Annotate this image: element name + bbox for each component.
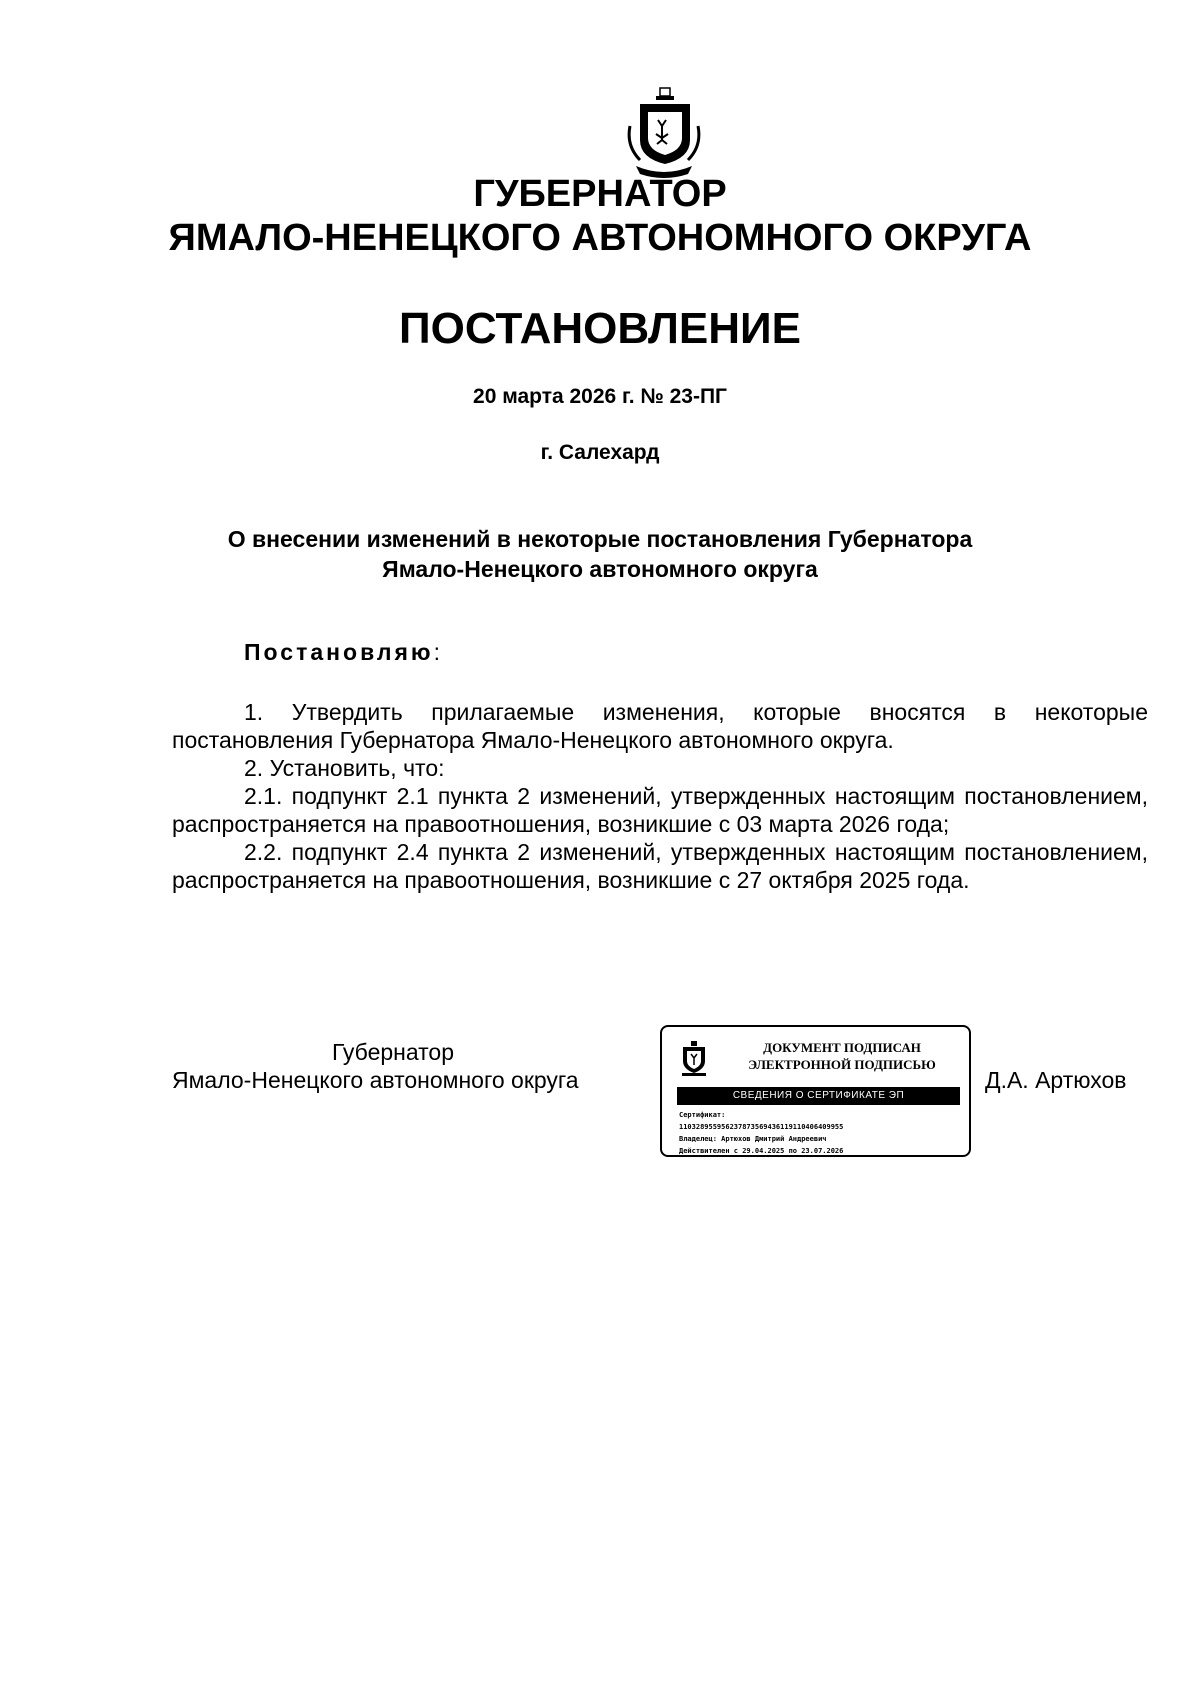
stamp-certificate-bar: СВЕДЕНИЯ О СЕРТИФИКАТЕ ЭП [677,1087,960,1105]
issuer-region: ЯМАЛО-НЕНЕЦКОГО АВТОНОМНОГО ОКРУГА [168,217,1032,259]
stamp-certificate-details [679,1109,964,1157]
document-type: ПОСТАНОВЛЕНИЕ [398,304,802,353]
signatory-position [172,1038,652,1094]
stamp-title [722,1039,962,1073]
stamp-owner: Владелец: Артюхов Дмитрий Андреевич [679,1135,827,1143]
document-body [172,698,1148,894]
document-city: г. Салехард [540,441,660,464]
decree-label: Постановляю [244,639,434,665]
signatory-position-line-1: Губернатор [332,1039,455,1065]
electronic-signature-stamp [660,1025,971,1157]
paragraph-1: 1. Утвердить прилагаемые изменения, которые вносятся в некоторые постановления Губернатора Ямало-Ненецкого автономного округа. [172,699,1148,753]
stamp-cert-label: Сертификат: [679,1111,726,1119]
coat-of-arms-icon [626,86,702,178]
stamp-cert-number: 110328955956237873569436119110406409955 [679,1123,844,1131]
stamp-coat-of-arms-icon [680,1041,708,1077]
subject-line-2: Ямало-Ненецкого автономного округа [382,556,818,582]
stamp-validity: Действителен с 29.04.2025 по 23.07.2026 [679,1147,844,1155]
paragraph-2-2: 2.2. подпункт 2.4 пункта 2 изменений, утвержденных настоящим постановлением, распространяется на правоотношения, возникшие с 27 октября 2025 года. [172,839,1148,893]
decree-word [244,639,440,666]
document-subject [0,524,1200,584]
decree-colon: : [433,639,440,665]
issuer-title: ГУБЕРНАТОР [473,173,727,215]
paragraph-2: 2. Установить, что: [244,755,445,781]
signatory-name: Д.А. Артюхов [985,1067,1127,1093]
signatory-position-line-2: Ямало-Ненецкого автономного округа [172,1067,579,1093]
subject-line-1: О внесении изменений в некоторые постановления Губернатора [227,526,973,552]
stamp-title-line-2: ЭЛЕКТРОННОЙ ПОДПИСЬЮ [748,1057,936,1072]
paragraph-2-1: 2.1. подпункт 2.1 пункта 2 изменений, утвержденных настоящим постановлением, распространяется на правоотношения, возникшие с 03 марта 2026 года; [172,783,1148,837]
document-date-number: 20 марта 2026 г. № 23-ПГ [473,385,727,408]
stamp-title-line-1: ДОКУМЕНТ ПОДПИСАН [763,1040,921,1055]
